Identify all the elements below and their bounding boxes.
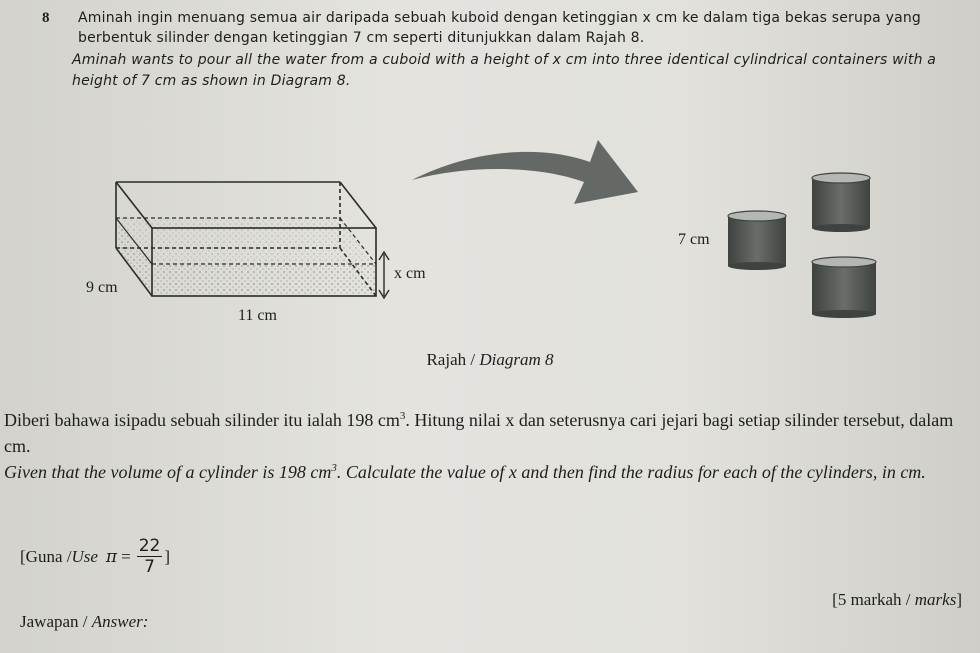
superscript-3: 3 [399,410,406,422]
marks-ms: [5 markah / [832,590,915,609]
given-en-part1: Given that the volume of a cylinder is 198 cm [4,462,332,482]
caption-malay: Rajah / [426,350,480,369]
fraction-numerator: 22 [138,536,161,556]
superscript-3-en: 3 [331,462,337,474]
use-pi-note [20,536,170,577]
water-front-face [152,264,376,296]
cylinder-top-right [812,173,870,232]
question-number: 8 [42,10,50,26]
given-ms-part2: . Hitung nilai x dan seterusnya cari jejari bagi setiap silinder tersebut, dalam cm. [4,410,954,456]
given-text-english [4,455,954,485]
cylinder-bottom-right [812,257,876,318]
question-text-malay: Aminah ingin menuang semua air daripada sebuah kuboid dengan ketinggian x cm ke dalam tiga bekas serupa yang berbentuk silinder dengan ketinggian 7 cm seperti ditunjukkan dalam Rajah 8. [78,10,922,46]
equals-sign: = [121,546,131,566]
given-text-malay [4,403,954,459]
caption-english: Diagram 8 [479,350,554,369]
question-text-english: Aminah wants to pour all the water from a cuboid with a height of x cm into three identical cylindrical containers with a height of 7 cm as shown in Diagram 8. [72,52,937,89]
answer-ms: Jawapan / [20,612,92,631]
label-7cm: 7 cm [678,231,710,248]
use-suffix: ] [164,546,171,566]
marks-en: marks [914,590,957,609]
cylinder-left [728,211,786,270]
marks-label [832,590,962,610]
answer-en: Answer: [91,612,149,631]
answer-label [20,612,148,632]
pi-symbol: π [105,546,118,567]
given-ms-part1: Diberi bahawa isipadu sebuah silinder itu ialah 198 cm [4,410,400,430]
given-en-part2: . Calculate the value of x and then find the radius for each of the cylinders, in cm. [336,462,926,482]
label-9cm: 9 cm [86,279,118,296]
use-prefix-ms: [Guna / [20,546,72,566]
use-prefix-en: Use [71,546,98,566]
marks-close: ] [956,590,962,609]
fraction-denominator: 7 [144,557,155,577]
cuboid [116,182,376,296]
label-11cm: 11 cm [238,307,277,324]
pi-fraction [137,536,163,577]
water-top [116,218,376,264]
label-x-cm: x cm [394,265,426,282]
diagram-caption [0,350,980,370]
diagram-8 [0,120,980,345]
pour-arrow [412,140,638,204]
height-x-arrow [379,252,389,298]
